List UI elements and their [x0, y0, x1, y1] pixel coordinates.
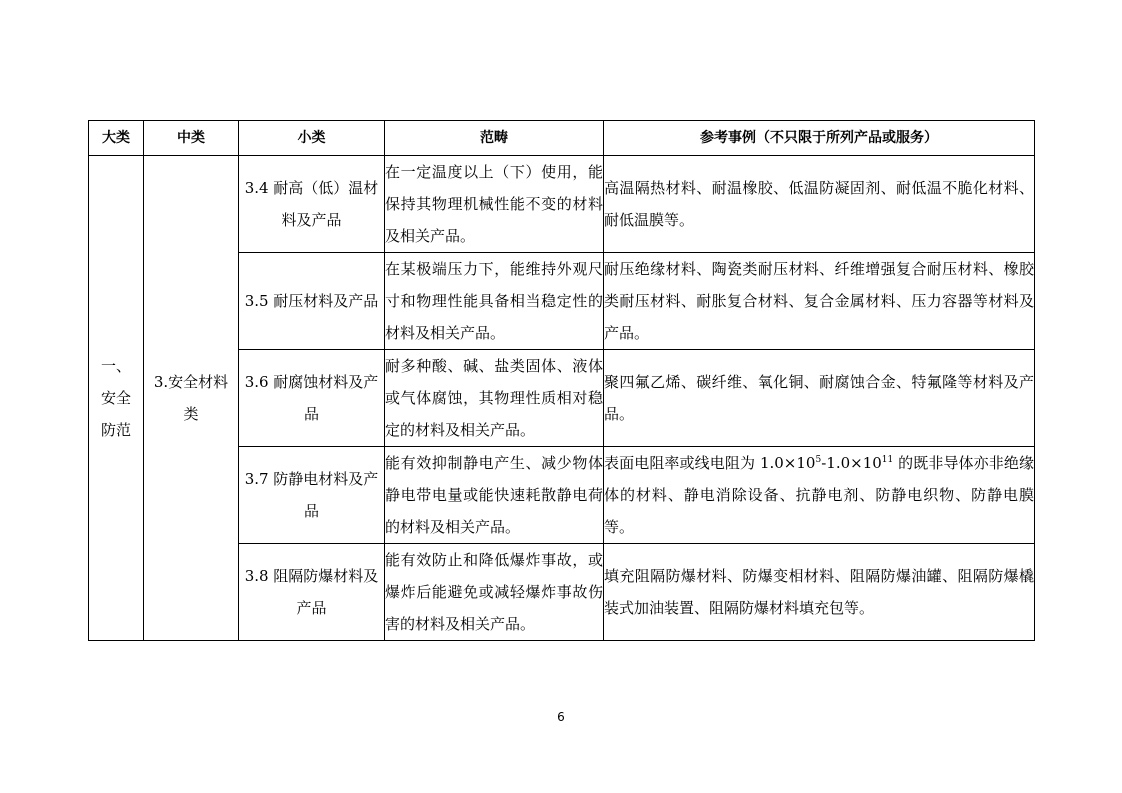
sub-category-cell: 3.4 耐高（低）温材料及产品	[239, 156, 385, 253]
examples-text: -1.0×10	[821, 454, 882, 472]
big-category-cell: 一、 安全 防范	[89, 156, 144, 641]
exponent: 11	[881, 455, 894, 465]
examples-text: 的既非导体亦非绝缘体的材料、静电消除设备、抗静电剂、防静电织物、防静电膜等。	[604, 454, 1034, 536]
examples-cell	[604, 447, 1035, 544]
scope-cell: 在一定温度以上（下）使用，能保持其物理机械性能不变的材料及相关产品。	[385, 156, 604, 253]
scope-cell: 耐多种酸、碱、盐类固体、液体或气体腐蚀，其物理性质相对稳定的材料及相关产品。	[385, 350, 604, 447]
sub-category-cell: 3.7 防静电材料及产品	[239, 447, 385, 544]
page-number: 6	[557, 710, 565, 724]
header-big-category: 大类	[89, 121, 144, 156]
scope-cell: 能有效抑制静电产生、减少物体静电带电量或能快速耗散静电荷的材料及相关产品。	[385, 447, 604, 544]
exponent: 5	[815, 455, 822, 465]
examples-text: 表面电阻率或线电阻为 1.0×10	[604, 454, 816, 472]
header-examples: 参考事例（不只限于所列产品或服务）	[604, 121, 1035, 156]
header-sub-category: 小类	[239, 121, 385, 156]
examples-cell: 填充阻隔防爆材料、防爆变相材料、阻隔防爆油罐、阻隔防爆橇装式加油装置、阻隔防爆材料填充包等。	[604, 544, 1035, 641]
mid-category-cell: 3.安全材料 类	[144, 156, 239, 641]
table-row	[89, 156, 1035, 253]
header-mid-category: 中类	[144, 121, 239, 156]
sub-category-cell: 3.6 耐腐蚀材料及产品	[239, 350, 385, 447]
sub-category-cell: 3.8 阻隔防爆材料及产品	[239, 544, 385, 641]
header-scope: 范畴	[385, 121, 604, 156]
table-header-row	[89, 121, 1035, 156]
scope-cell: 在某极端压力下，能维持外观尺寸和物理性能具备相当稳定性的材料及相关产品。	[385, 253, 604, 350]
sub-category-cell: 3.5 耐压材料及产品	[239, 253, 385, 350]
scope-cell: 能有效防止和降低爆炸事故，或爆炸后能避免或减轻爆炸事故伤害的材料及相关产品。	[385, 544, 604, 641]
category-table	[88, 120, 1035, 641]
examples-cell: 耐压绝缘材料、陶瓷类耐压材料、纤维增强复合耐压材料、橡胶类耐压材料、耐胀复合材料、复合金属材料、压力容器等材料及产品。	[604, 253, 1035, 350]
examples-cell: 聚四氟乙烯、碳纤维、氧化铜、耐腐蚀合金、特氟隆等材料及产品。	[604, 350, 1035, 447]
examples-cell: 高温隔热材料、耐温橡胶、低温防凝固剂、耐低温不脆化材料、耐低温膜等。	[604, 156, 1035, 253]
